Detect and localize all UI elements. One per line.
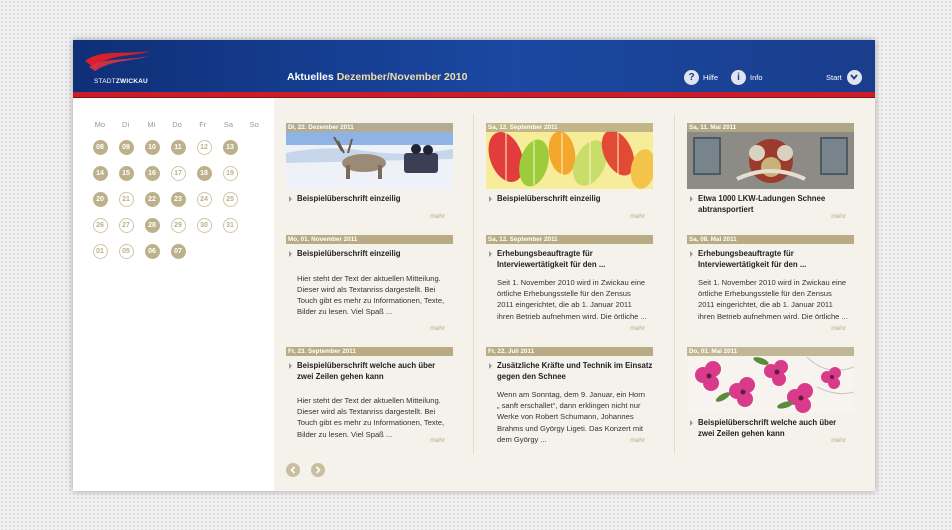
news-headline: Beispielüberschrift einzeilig <box>286 194 453 205</box>
page-title-period: Dezember/November 2010 <box>336 71 468 83</box>
calendar-day[interactable] <box>165 134 191 160</box>
calendar-day-number: 09 <box>119 140 134 155</box>
calendar-day-number: 17 <box>171 166 186 181</box>
calendar-day[interactable] <box>217 212 243 238</box>
page-title <box>287 71 467 83</box>
news-date: Sa, 12. September 2011 <box>486 235 653 244</box>
swoosh-icon <box>83 47 153 77</box>
calendar-day[interactable] <box>165 186 191 212</box>
autumn-leaves-image <box>486 123 653 189</box>
calendar-day[interactable] <box>139 186 165 212</box>
calendar-day[interactable] <box>113 160 139 186</box>
city-logo[interactable] <box>83 47 153 87</box>
calendar-day[interactable] <box>165 238 191 264</box>
calendar-day-number: 31 <box>223 218 238 233</box>
more-link[interactable]: mehr <box>430 213 445 220</box>
news-item[interactable] <box>486 347 653 445</box>
calendar-day-number: 12 <box>197 140 212 155</box>
calendar-day-number: 30 <box>197 218 212 233</box>
news-item[interactable] <box>687 123 854 220</box>
info-button[interactable] <box>731 69 763 85</box>
weekday-label: Mi <box>147 120 156 129</box>
page-title-main: Aktuelles <box>287 71 334 83</box>
logo-prefix: STADT <box>94 78 116 85</box>
news-teaser: Hier steht der Text der aktuellen Mitteilung. Dieser wird als Textanriss dargestellt. Bei Touch gibt es mehr zu Informationen, Texte, Bilder zu lesen. Viel Spaß ... <box>297 396 445 439</box>
calendar-day[interactable] <box>87 186 113 212</box>
help-label: Hilfe <box>703 72 719 82</box>
info-icon: i <box>731 70 746 85</box>
more-link[interactable]: mehr <box>831 213 846 220</box>
calendar-day[interactable] <box>139 134 165 160</box>
calendar-day-number: 25 <box>223 192 238 207</box>
more-link[interactable]: mehr <box>831 325 846 332</box>
calendar-day-number: 27 <box>119 218 134 233</box>
calendar-day-number: 13 <box>223 140 238 155</box>
reindeer-sleigh-image <box>286 123 453 189</box>
calendar-day-number: 15 <box>119 166 134 181</box>
calendar-day[interactable] <box>139 212 165 238</box>
calendar-day-number: 11 <box>171 140 186 155</box>
news-date: Fr, 23. September 2011 <box>286 347 453 356</box>
more-link[interactable]: mehr <box>630 325 645 332</box>
calendar-day-number: 29 <box>171 218 186 233</box>
calendar-day-number: 24 <box>197 192 212 207</box>
chevron-right-icon <box>315 466 321 474</box>
more-link[interactable]: mehr <box>630 213 645 220</box>
weekday-label: Sa <box>223 120 234 129</box>
calendar-day[interactable] <box>191 212 217 238</box>
calendar-day[interactable] <box>165 212 191 238</box>
calendar-day[interactable] <box>139 160 165 186</box>
previous-page-button[interactable] <box>286 463 300 477</box>
next-page-button[interactable] <box>311 463 325 477</box>
question-icon: ? <box>684 70 699 85</box>
info-label: Info <box>750 72 763 82</box>
weekday-label: Mo <box>94 120 106 129</box>
calendar-day[interactable] <box>191 134 217 160</box>
calendar-day[interactable] <box>113 212 139 238</box>
news-date: Sa, 12. September 2011 <box>486 123 653 132</box>
news-headline: Zusätzliche Kräfte und Technik im Einsatz gegen den Schnee <box>486 361 653 382</box>
news-teaser: Hier steht der Text der aktuellen Mitteilung. Dieser wird als Textanriss dargestellt. Bei Touch gibt es mehr zu Informationen, Texte, Bilder zu lesen. Viel Spaß ... <box>297 273 445 317</box>
more-link[interactable]: mehr <box>630 437 645 444</box>
calendar-day-number: 18 <box>197 166 212 181</box>
calendar-day[interactable] <box>165 160 191 186</box>
calendar-day-number: 05 <box>119 244 134 259</box>
facade-ornament-image <box>687 123 854 189</box>
news-headline: Erhebungsbeauftragte für Interviewertätigkeit für den ... <box>486 249 653 270</box>
news-teaser: Wenn am Sonntag, dem 9. Januar, ein Horn „ sanft erschallet“, dann erklingen nicht nur Werke von Robert Schumann, Johannes Brahms und György Ligeti. Das Konzert mit dem György ... <box>497 390 646 444</box>
app-window <box>73 40 875 491</box>
calendar-day-number: 14 <box>93 166 108 181</box>
calendar-day[interactable] <box>87 212 113 238</box>
more-link[interactable]: mehr <box>831 437 846 444</box>
news-headline: Beispielüberschrift einzeilig <box>486 194 653 205</box>
calendar-day-number: 26 <box>93 218 108 233</box>
sidebar <box>73 98 274 491</box>
calendar-day-number: 01 <box>93 244 108 259</box>
calendar-day-number: 08 <box>93 140 108 155</box>
calendar-day[interactable] <box>139 238 165 264</box>
news-date: Fr, 22. Juli 2011 <box>486 347 653 356</box>
calendar-day[interactable] <box>191 186 217 212</box>
news-headline: Etwa 1000 LKW-Ladungen Schnee abtransportiert <box>687 194 854 215</box>
help-button[interactable] <box>684 69 718 85</box>
logo-text <box>94 78 148 85</box>
logo-name: ZWICKAU <box>115 78 148 85</box>
news-headline: Beispielüberschrift welche auch über zwei Zeilen gehen kann <box>687 418 854 439</box>
calendar-day-number: 06 <box>145 244 160 259</box>
news-item[interactable] <box>687 235 854 332</box>
news-teaser: Seit 1. November 2010 wird in Zwickau eine örtliche Erhebungsstelle für den Zensus 2011 eingerichtet, die ab 1. Januar 2011 ihren Betrieb aufnehmen wird. Die örtliche ... <box>698 278 848 321</box>
calendar-day-number: 21 <box>119 192 134 207</box>
column-divider <box>473 114 474 454</box>
calendar-day-number: 07 <box>171 244 186 259</box>
calendar-day-number: 23 <box>171 192 186 207</box>
calendar-day-number: 22 <box>145 192 160 207</box>
calendar-day[interactable] <box>217 160 243 186</box>
news-date: Di, 22. Dezember 2011 <box>286 123 453 132</box>
news-date: Sa, 08. Mai 2011 <box>687 235 854 244</box>
chevron-down-icon <box>847 70 862 85</box>
news-item[interactable] <box>486 123 653 220</box>
calendar-day[interactable] <box>113 186 139 212</box>
calendar-day[interactable] <box>217 134 243 160</box>
news-item[interactable] <box>486 235 653 332</box>
weekday-label: Di <box>122 120 130 129</box>
calendar-day[interactable] <box>87 160 113 186</box>
calendar-day[interactable] <box>217 186 243 212</box>
news-item[interactable] <box>286 347 453 444</box>
calendar-day[interactable] <box>87 238 113 264</box>
calendar-day[interactable] <box>113 134 139 160</box>
news-teaser: Seit 1. November 2010 wird in Zwickau eine örtliche Erhebungsstelle für den Zensus 2011 eingerichtet, die ab 1. Januar 2011 ihren Betrieb aufnehmen wird. Die örtliche ... <box>497 278 647 321</box>
more-link[interactable]: mehr <box>430 437 445 444</box>
chevron-left-icon <box>290 466 296 474</box>
news-headline: Beispielüberschrift einzeilig <box>286 249 453 260</box>
header-bar <box>73 40 875 92</box>
pink-flowers-image <box>687 347 854 413</box>
calendar <box>87 120 267 264</box>
news-date: Do, 01. Mai 2011 <box>687 347 854 356</box>
news-headline: Beispielüberschrift welche auch über zwei Zeilen gehen kann <box>286 361 453 382</box>
news-date: Sa, 11. Mai 2011 <box>687 123 854 132</box>
calendar-day-number: 20 <box>93 192 108 207</box>
calendar-day-number: 10 <box>145 140 160 155</box>
calendar-weekdays <box>87 120 267 129</box>
weekday-label: Fr <box>199 120 207 129</box>
news-date: Mo, 01. November 2011 <box>286 235 453 244</box>
weekday-label: So <box>249 120 259 129</box>
calendar-day-number: 19 <box>223 166 238 181</box>
calendar-grid <box>87 134 267 264</box>
start-button[interactable] <box>826 69 862 85</box>
news-item[interactable] <box>687 347 854 444</box>
news-headline: Erhebungsbeauftragte für Interviewertätigkeit für den ... <box>687 249 854 270</box>
calendar-day[interactable] <box>191 160 217 186</box>
calendar-day[interactable] <box>87 134 113 160</box>
calendar-day[interactable] <box>113 238 139 264</box>
calendar-day-number: 28 <box>145 218 160 233</box>
column-divider <box>674 114 675 454</box>
start-label: Start <box>826 72 842 82</box>
weekday-label: Do <box>172 120 182 129</box>
news-item[interactable] <box>286 235 453 332</box>
news-item[interactable] <box>286 123 453 220</box>
more-link[interactable]: mehr <box>430 325 445 332</box>
calendar-day-number: 16 <box>145 166 160 181</box>
